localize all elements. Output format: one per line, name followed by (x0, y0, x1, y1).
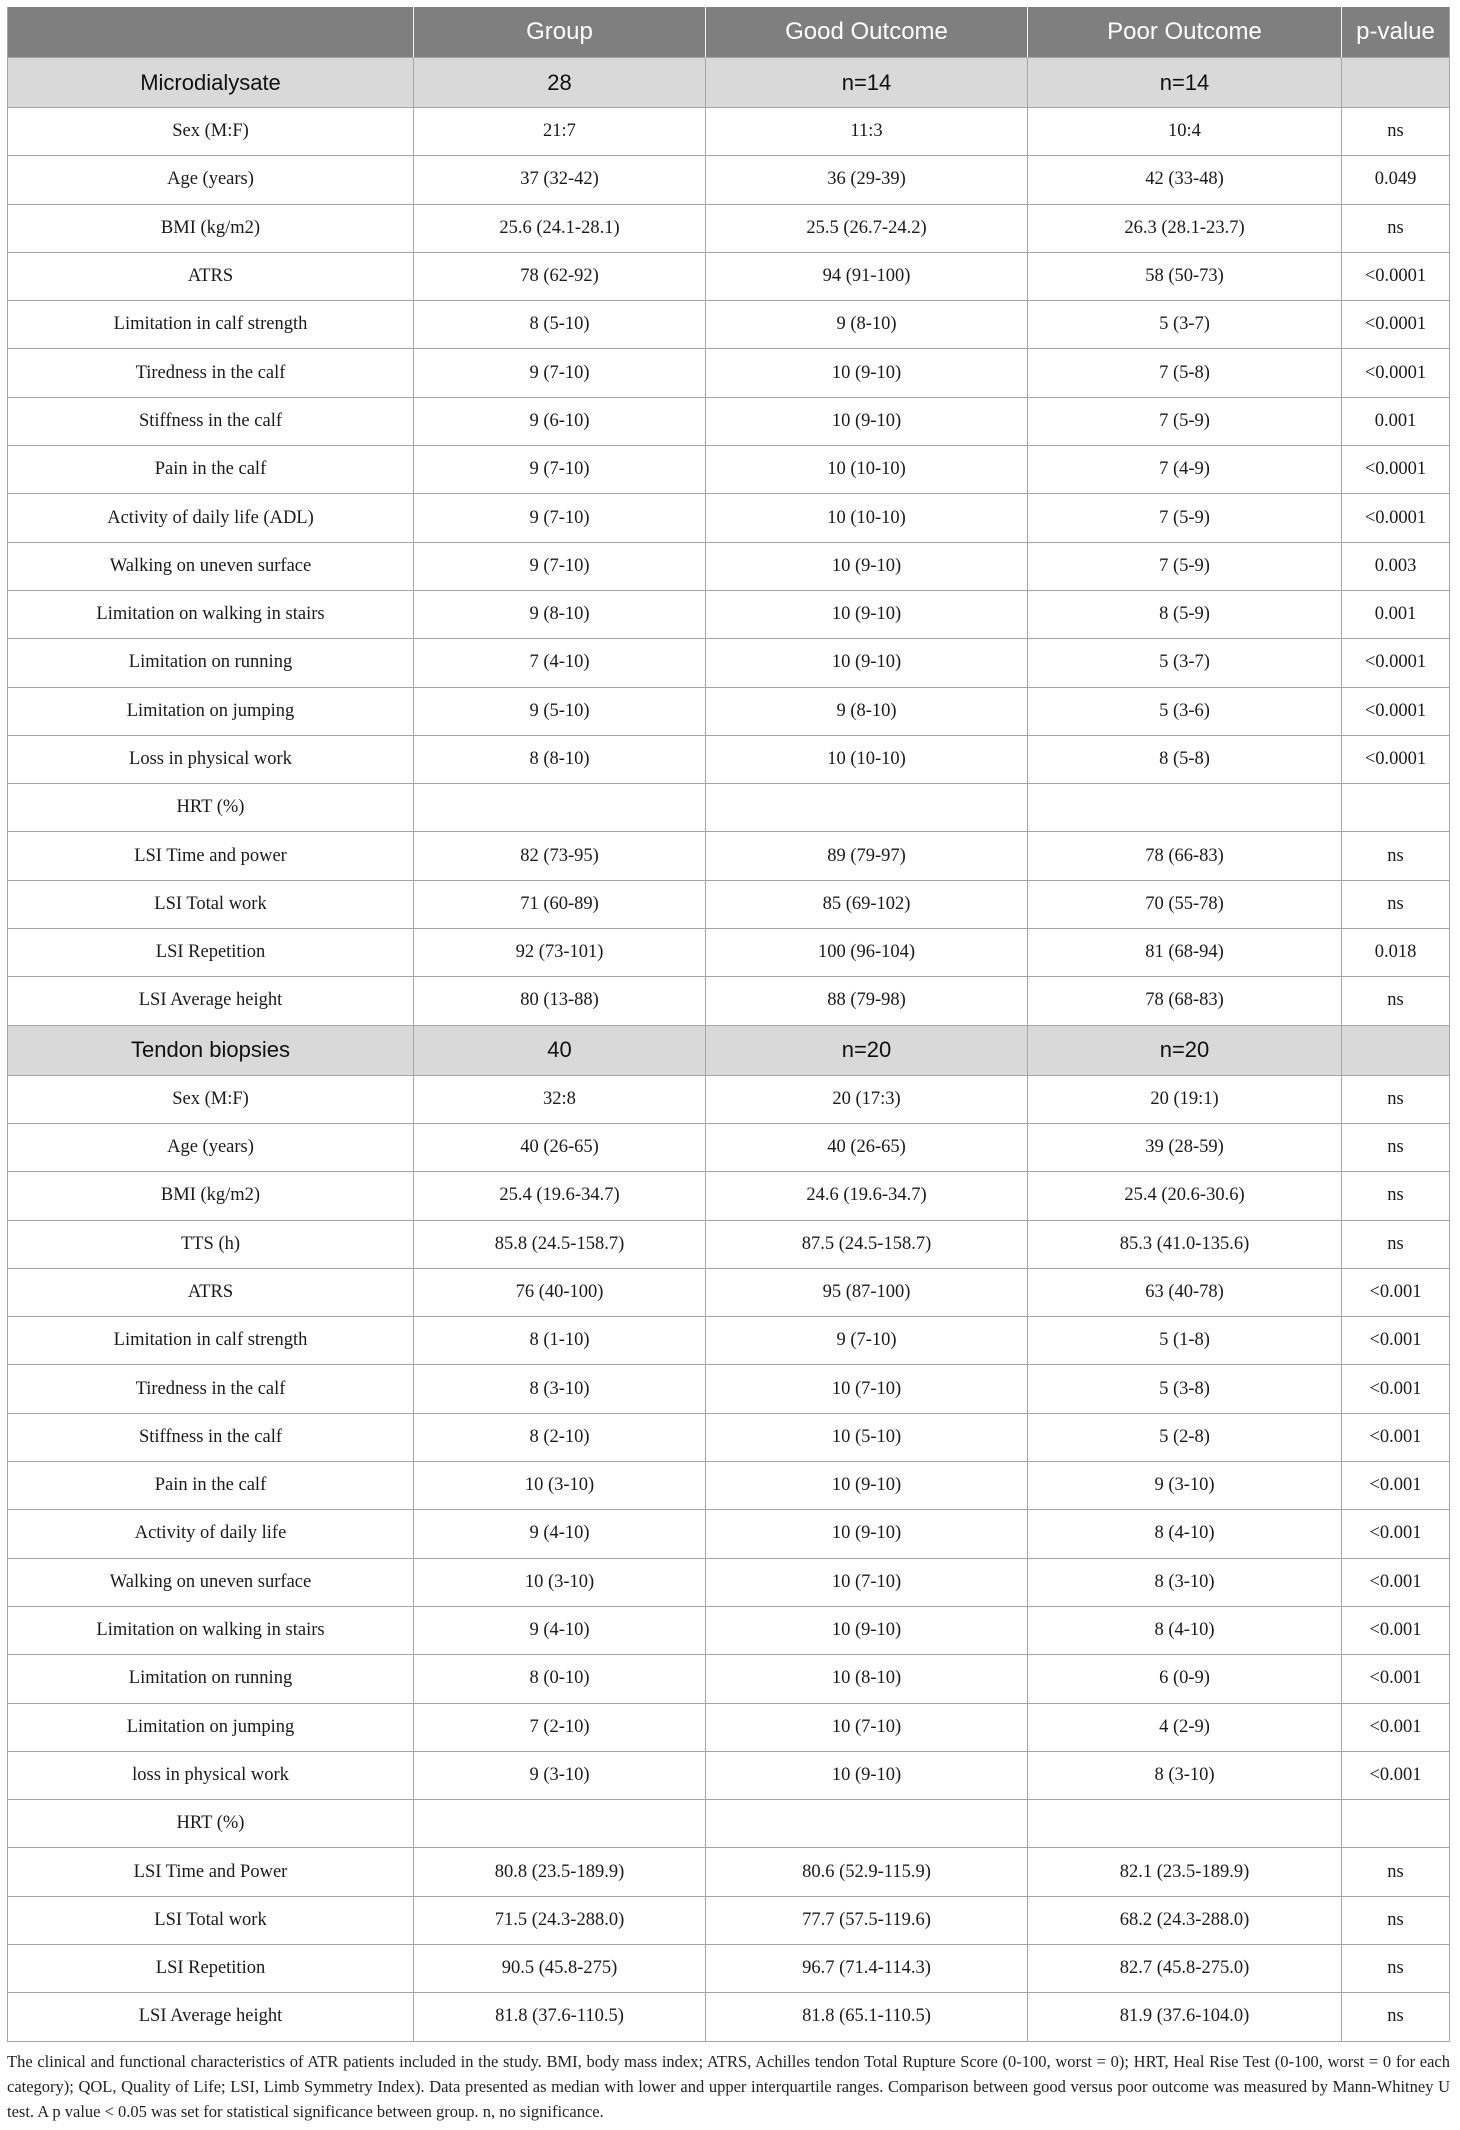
poor-outcome-value: 8 (4-10) (1028, 1510, 1342, 1558)
section-group-count: 40 (414, 1026, 706, 1076)
good-outcome-value: 10 (7-10) (706, 1559, 1028, 1607)
table-row (7, 929, 1450, 977)
row-label: Activity of daily life (ADL) (7, 494, 414, 542)
group-value: 9 (4-10) (414, 1607, 706, 1655)
table-row (7, 1172, 1450, 1220)
p-value: ns (1342, 205, 1450, 253)
group-value: 9 (7-10) (414, 494, 706, 542)
table-row (7, 639, 1450, 687)
group-value: 9 (5-10) (414, 688, 706, 736)
poor-outcome-value: 8 (5-8) (1028, 736, 1342, 784)
group-value (414, 1800, 706, 1848)
row-label: LSI Average height (7, 1993, 414, 2041)
group-value: 40 (26-65) (414, 1124, 706, 1172)
good-outcome-value: 10 (10-10) (706, 494, 1028, 542)
p-value: <0.0001 (1342, 639, 1450, 687)
table-row (7, 1655, 1450, 1703)
group-value: 21:7 (414, 108, 706, 156)
row-label: LSI Repetition (7, 929, 414, 977)
poor-outcome-value: 4 (2-9) (1028, 1704, 1342, 1752)
p-value: 0.001 (1342, 591, 1450, 639)
table-row (7, 398, 1450, 446)
good-outcome-value: 10 (8-10) (706, 1655, 1028, 1703)
header-good-outcome: Good Outcome (706, 7, 1028, 58)
good-outcome-value: 88 (79-98) (706, 977, 1028, 1025)
header-group: Group (414, 7, 706, 58)
table-row (7, 1414, 1450, 1462)
p-value: ns (1342, 1848, 1450, 1896)
table-row (7, 977, 1450, 1025)
good-outcome-value: 10 (5-10) (706, 1414, 1028, 1462)
p-value: <0.0001 (1342, 736, 1450, 784)
group-value: 8 (1-10) (414, 1317, 706, 1365)
good-outcome-value: 9 (8-10) (706, 301, 1028, 349)
good-outcome-value: 10 (10-10) (706, 736, 1028, 784)
row-label: LSI Time and Power (7, 1848, 414, 1896)
poor-outcome-value: 7 (5-9) (1028, 398, 1342, 446)
table-body (7, 58, 1450, 2042)
table-row (7, 1510, 1450, 1558)
table-row (7, 1897, 1450, 1945)
table-row (7, 1752, 1450, 1800)
group-value: 90.5 (45.8-275) (414, 1945, 706, 1993)
good-outcome-value: 10 (9-10) (706, 1752, 1028, 1800)
poor-outcome-value: 63 (40-78) (1028, 1269, 1342, 1317)
section-name: Tendon biopsies (7, 1026, 414, 1076)
table-row (7, 1124, 1450, 1172)
poor-outcome-value (1028, 784, 1342, 832)
section-group-count: 28 (414, 58, 706, 108)
row-label: Sex (M:F) (7, 1076, 414, 1124)
row-label: LSI Total work (7, 881, 414, 929)
table-row (7, 881, 1450, 929)
good-outcome-value: 80.6 (52.9-115.9) (706, 1848, 1028, 1896)
good-outcome-value: 96.7 (71.4-114.3) (706, 1945, 1028, 1993)
p-value: ns (1342, 1221, 1450, 1269)
p-value: <0.001 (1342, 1317, 1450, 1365)
group-value: 10 (3-10) (414, 1462, 706, 1510)
row-label: ATRS (7, 253, 414, 301)
table-row (7, 1848, 1450, 1896)
good-outcome-value: 11:3 (706, 108, 1028, 156)
group-value: 9 (7-10) (414, 543, 706, 591)
table-row (7, 494, 1450, 542)
p-value (1342, 1800, 1450, 1848)
p-value: <0.0001 (1342, 688, 1450, 736)
p-value: ns (1342, 977, 1450, 1025)
row-label: Limitation on jumping (7, 1704, 414, 1752)
poor-outcome-value: 8 (4-10) (1028, 1607, 1342, 1655)
row-label: Walking on uneven surface (7, 543, 414, 591)
p-value: 0.003 (1342, 543, 1450, 591)
poor-outcome-value: 20 (19:1) (1028, 1076, 1342, 1124)
group-value: 25.4 (19.6-34.7) (414, 1172, 706, 1220)
good-outcome-value: 10 (9-10) (706, 639, 1028, 687)
row-label: Age (years) (7, 1124, 414, 1172)
section-p-value (1342, 1026, 1450, 1076)
table-row (7, 108, 1450, 156)
table-row (7, 736, 1450, 784)
poor-outcome-value: 7 (4-9) (1028, 446, 1342, 494)
good-outcome-value: 81.8 (65.1-110.5) (706, 1993, 1028, 2041)
poor-outcome-value: 8 (5-9) (1028, 591, 1342, 639)
poor-outcome-value: 8 (3-10) (1028, 1559, 1342, 1607)
table-row (7, 591, 1450, 639)
row-label: Loss in physical work (7, 736, 414, 784)
poor-outcome-value: 5 (3-7) (1028, 301, 1342, 349)
good-outcome-value: 100 (96-104) (706, 929, 1028, 977)
poor-outcome-value: 82.7 (45.8-275.0) (1028, 1945, 1342, 1993)
group-value: 9 (4-10) (414, 1510, 706, 1558)
good-outcome-value: 10 (9-10) (706, 1607, 1028, 1655)
p-value: <0.0001 (1342, 349, 1450, 397)
group-value: 71 (60-89) (414, 881, 706, 929)
group-value: 8 (2-10) (414, 1414, 706, 1462)
good-outcome-value: 85 (69-102) (706, 881, 1028, 929)
p-value: <0.001 (1342, 1704, 1450, 1752)
table-row (7, 1221, 1450, 1269)
p-value: ns (1342, 832, 1450, 880)
poor-outcome-value: 25.4 (20.6-30.6) (1028, 1172, 1342, 1220)
p-value: ns (1342, 1993, 1450, 2041)
row-label: LSI Time and power (7, 832, 414, 880)
row-label: ATRS (7, 1269, 414, 1317)
poor-outcome-value: 39 (28-59) (1028, 1124, 1342, 1172)
table-row (7, 1993, 1450, 2041)
table-row (7, 205, 1450, 253)
row-label: TTS (h) (7, 1221, 414, 1269)
group-value: 7 (4-10) (414, 639, 706, 687)
good-outcome-value: 89 (79-97) (706, 832, 1028, 880)
group-value: 8 (5-10) (414, 301, 706, 349)
good-outcome-value: 10 (10-10) (706, 446, 1028, 494)
table-row (7, 349, 1450, 397)
p-value (1342, 784, 1450, 832)
poor-outcome-value: 58 (50-73) (1028, 253, 1342, 301)
poor-outcome-value: 5 (1-8) (1028, 1317, 1342, 1365)
p-value: <0.001 (1342, 1607, 1450, 1655)
poor-outcome-value: 78 (66-83) (1028, 832, 1342, 880)
poor-outcome-value: 82.1 (23.5-189.9) (1028, 1848, 1342, 1896)
section-row (7, 1026, 1450, 1076)
section-row (7, 58, 1450, 108)
good-outcome-value (706, 1800, 1028, 1848)
group-value: 9 (7-10) (414, 349, 706, 397)
good-outcome-value: 9 (7-10) (706, 1317, 1028, 1365)
poor-outcome-value: 81.9 (37.6-104.0) (1028, 1993, 1342, 2041)
poor-outcome-value: 78 (68-83) (1028, 977, 1342, 1025)
group-value: 76 (40-100) (414, 1269, 706, 1317)
group-value: 7 (2-10) (414, 1704, 706, 1752)
group-value: 9 (8-10) (414, 591, 706, 639)
good-outcome-value: 10 (9-10) (706, 591, 1028, 639)
row-label: Pain in the calf (7, 1462, 414, 1510)
row-label: LSI Average height (7, 977, 414, 1025)
good-outcome-value: 40 (26-65) (706, 1124, 1028, 1172)
good-outcome-value: 10 (9-10) (706, 398, 1028, 446)
good-outcome-value: 20 (17:3) (706, 1076, 1028, 1124)
group-value (414, 784, 706, 832)
row-label: Walking on uneven surface (7, 1559, 414, 1607)
row-label: BMI (kg/m2) (7, 205, 414, 253)
group-value: 78 (62-92) (414, 253, 706, 301)
poor-outcome-value: 5 (2-8) (1028, 1414, 1342, 1462)
group-value: 92 (73-101) (414, 929, 706, 977)
p-value: <0.001 (1342, 1510, 1450, 1558)
poor-outcome-value: 81 (68-94) (1028, 929, 1342, 977)
p-value: <0.001 (1342, 1559, 1450, 1607)
good-outcome-value: 94 (91-100) (706, 253, 1028, 301)
p-value: <0.001 (1342, 1462, 1450, 1510)
row-label: Limitation in calf strength (7, 1317, 414, 1365)
group-value: 8 (8-10) (414, 736, 706, 784)
row-label: Limitation on jumping (7, 688, 414, 736)
good-outcome-value: 24.6 (19.6-34.7) (706, 1172, 1028, 1220)
p-value: 0.001 (1342, 398, 1450, 446)
p-value: ns (1342, 1945, 1450, 1993)
group-value: 82 (73-95) (414, 832, 706, 880)
group-value: 8 (0-10) (414, 1655, 706, 1703)
table-row (7, 1076, 1450, 1124)
poor-outcome-value: 26.3 (28.1-23.7) (1028, 205, 1342, 253)
group-value: 71.5 (24.3-288.0) (414, 1897, 706, 1945)
section-good-outcome-count: n=20 (706, 1026, 1028, 1076)
good-outcome-value: 36 (29-39) (706, 156, 1028, 204)
good-outcome-value: 10 (9-10) (706, 1510, 1028, 1558)
poor-outcome-value: 42 (33-48) (1028, 156, 1342, 204)
p-value: <0.0001 (1342, 446, 1450, 494)
p-value: ns (1342, 881, 1450, 929)
row-label: loss in physical work (7, 1752, 414, 1800)
p-value: ns (1342, 108, 1450, 156)
p-value: <0.0001 (1342, 494, 1450, 542)
row-label: Tiredness in the calf (7, 1365, 414, 1413)
row-label: Sex (M:F) (7, 108, 414, 156)
group-value: 32:8 (414, 1076, 706, 1124)
header-cell-empty (7, 7, 414, 58)
table-row (7, 1365, 1450, 1413)
group-value: 9 (6-10) (414, 398, 706, 446)
row-label: Limitation on walking in stairs (7, 591, 414, 639)
p-value: ns (1342, 1172, 1450, 1220)
good-outcome-value: 10 (9-10) (706, 543, 1028, 591)
section-poor-outcome-count: n=14 (1028, 58, 1342, 108)
row-label: HRT (%) (7, 784, 414, 832)
good-outcome-value: 9 (8-10) (706, 688, 1028, 736)
table-row (7, 784, 1450, 832)
table-row (7, 253, 1450, 301)
p-value: <0.001 (1342, 1269, 1450, 1317)
table-row (7, 543, 1450, 591)
table-row (7, 1269, 1450, 1317)
good-outcome-value: 25.5 (26.7-24.2) (706, 205, 1028, 253)
poor-outcome-value: 7 (5-8) (1028, 349, 1342, 397)
group-value: 8 (3-10) (414, 1365, 706, 1413)
poor-outcome-value: 7 (5-9) (1028, 494, 1342, 542)
group-value: 9 (3-10) (414, 1752, 706, 1800)
good-outcome-value: 87.5 (24.5-158.7) (706, 1221, 1028, 1269)
row-label: Activity of daily life (7, 1510, 414, 1558)
table-row (7, 446, 1450, 494)
poor-outcome-value: 5 (3-7) (1028, 639, 1342, 687)
group-value: 9 (7-10) (414, 446, 706, 494)
table-footnote: The clinical and functional characteristics of ATR patients included in the study. BMI, body mass index; ATRS, Achilles tendon Total Rupture Score (0-100, worst = 0); HRT, Heal Rise Test (0-100, worst = 0 for each category); QOL, Quality of Life; LSI, Limb Symmetry Index). Data presented as median with lower and upper interquartile ranges. Comparison between good versus poor outcome was measured by Mann-Whitney U test. A p value < 0.05 was set for statistical significance between group. n, no significance. (7, 2052, 1450, 2121)
good-outcome-value: 10 (7-10) (706, 1365, 1028, 1413)
row-label: Limitation on running (7, 639, 414, 687)
table-row (7, 1945, 1450, 1993)
group-value: 80.8 (23.5-189.9) (414, 1848, 706, 1896)
poor-outcome-value: 6 (0-9) (1028, 1655, 1342, 1703)
poor-outcome-value: 8 (3-10) (1028, 1752, 1342, 1800)
row-label: Pain in the calf (7, 446, 414, 494)
poor-outcome-value: 70 (55-78) (1028, 881, 1342, 929)
poor-outcome-value: 10:4 (1028, 108, 1342, 156)
p-value: 0.018 (1342, 929, 1450, 977)
table-row (7, 1462, 1450, 1510)
group-value: 25.6 (24.1-28.1) (414, 205, 706, 253)
good-outcome-value: 95 (87-100) (706, 1269, 1028, 1317)
good-outcome-value: 10 (9-10) (706, 349, 1028, 397)
p-value: ns (1342, 1076, 1450, 1124)
group-value: 10 (3-10) (414, 1559, 706, 1607)
group-value: 81.8 (37.6-110.5) (414, 1993, 706, 2041)
p-value: <0.0001 (1342, 253, 1450, 301)
table-row (7, 1559, 1450, 1607)
table-row (7, 301, 1450, 349)
group-value: 80 (13-88) (414, 977, 706, 1025)
poor-outcome-value: 68.2 (24.3-288.0) (1028, 1897, 1342, 1945)
row-label: Stiffness in the calf (7, 398, 414, 446)
table-header-row (7, 7, 1450, 58)
poor-outcome-value: 5 (3-6) (1028, 688, 1342, 736)
p-value: 0.049 (1342, 156, 1450, 204)
row-label: Age (years) (7, 156, 414, 204)
table-row (7, 1800, 1450, 1848)
p-value: <0.001 (1342, 1655, 1450, 1703)
good-outcome-value: 10 (7-10) (706, 1704, 1028, 1752)
good-outcome-value: 10 (9-10) (706, 1462, 1028, 1510)
group-value: 37 (32-42) (414, 156, 706, 204)
table-row (7, 1607, 1450, 1655)
good-outcome-value: 77.7 (57.5-119.6) (706, 1897, 1028, 1945)
section-name: Microdialysate (7, 58, 414, 108)
poor-outcome-value: 5 (3-8) (1028, 1365, 1342, 1413)
p-value: <0.0001 (1342, 301, 1450, 349)
row-label: Limitation in calf strength (7, 301, 414, 349)
row-label: Tiredness in the calf (7, 349, 414, 397)
table-row (7, 1704, 1450, 1752)
row-label: Limitation on walking in stairs (7, 1607, 414, 1655)
poor-outcome-value: 9 (3-10) (1028, 1462, 1342, 1510)
poor-outcome-value: 85.3 (41.0-135.6) (1028, 1221, 1342, 1269)
table-row (7, 688, 1450, 736)
header-poor-outcome: Poor Outcome (1028, 7, 1342, 58)
row-label: LSI Total work (7, 1897, 414, 1945)
section-poor-outcome-count: n=20 (1028, 1026, 1342, 1076)
section-good-outcome-count: n=14 (706, 58, 1028, 108)
p-value: ns (1342, 1124, 1450, 1172)
table-row (7, 156, 1450, 204)
row-label: HRT (%) (7, 1800, 414, 1848)
poor-outcome-value (1028, 1800, 1342, 1848)
row-label: Stiffness in the calf (7, 1414, 414, 1462)
data-table (7, 7, 1450, 2042)
table-row (7, 832, 1450, 880)
row-label: BMI (kg/m2) (7, 1172, 414, 1220)
row-label: LSI Repetition (7, 1945, 414, 1993)
poor-outcome-value: 7 (5-9) (1028, 543, 1342, 591)
p-value: ns (1342, 1897, 1450, 1945)
p-value: <0.001 (1342, 1365, 1450, 1413)
header-p-value: p-value (1342, 7, 1450, 58)
table-row (7, 1317, 1450, 1365)
p-value: <0.001 (1342, 1752, 1450, 1800)
group-value: 85.8 (24.5-158.7) (414, 1221, 706, 1269)
good-outcome-value (706, 784, 1028, 832)
p-value: <0.001 (1342, 1414, 1450, 1462)
row-label: Limitation on running (7, 1655, 414, 1703)
section-p-value (1342, 58, 1450, 108)
